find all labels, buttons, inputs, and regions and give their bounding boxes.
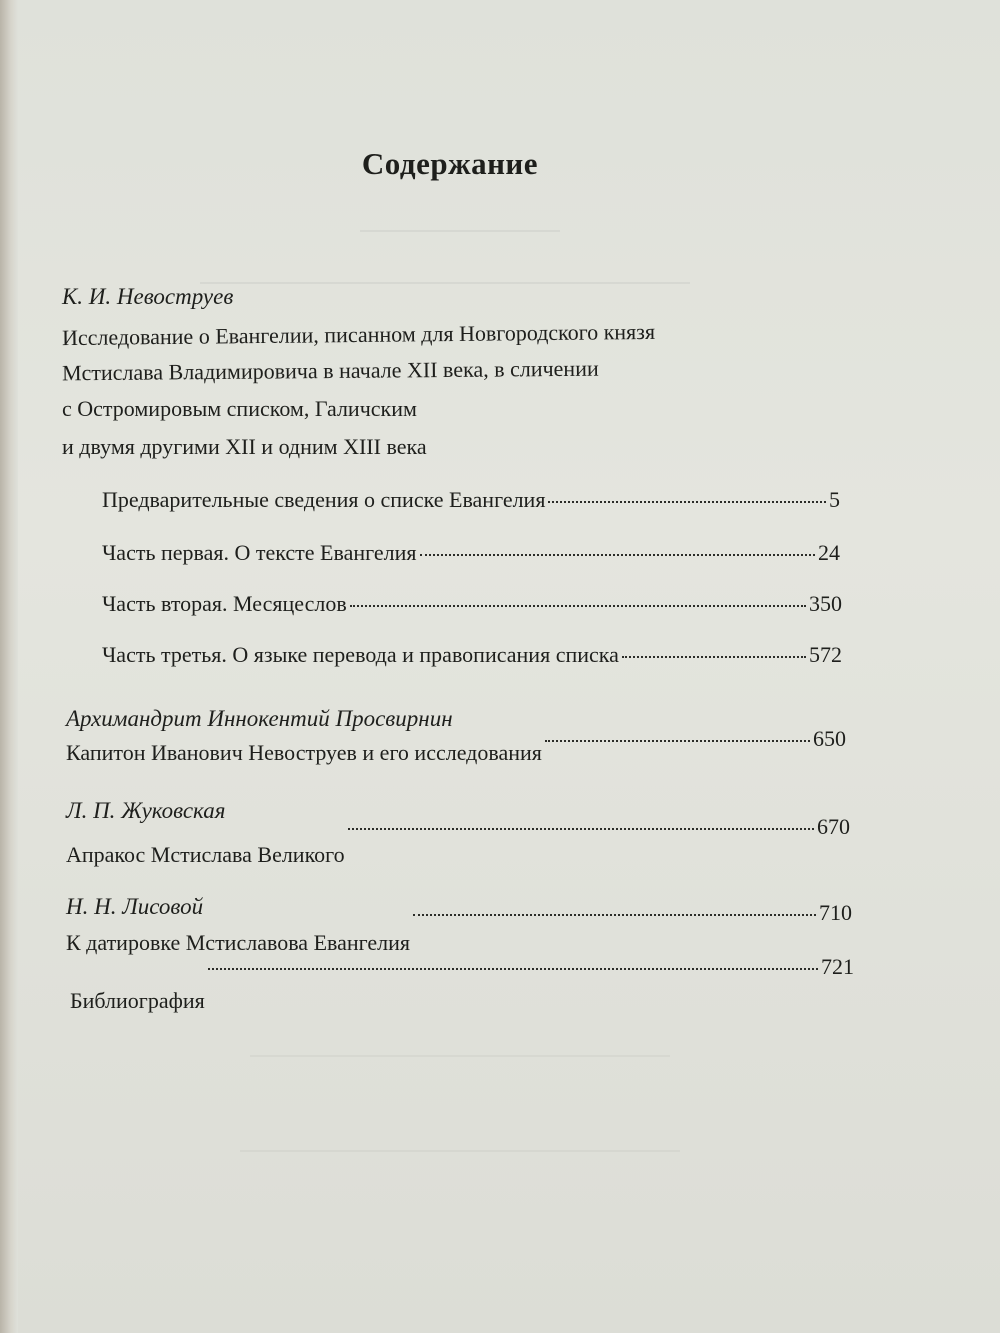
show-through-texture	[200, 262, 690, 284]
toc-entry-label: Предварительные сведения о списке Евангелия	[102, 487, 546, 512]
work-title-line: Исследование о Евангелии, писанном для Новгородского князя	[61, 318, 656, 351]
author-nevostruev: К. И. Невоструев	[62, 284, 234, 309]
book-spine-edge	[0, 0, 18, 1333]
dot-leader	[348, 828, 814, 830]
toc-entry	[66, 814, 850, 867]
toc-entry-label: Часть третья. О языке перевода и правописания списка	[102, 642, 619, 667]
show-through-texture	[360, 210, 560, 232]
toc-entry-page: 24	[818, 540, 840, 565]
work-title-line: и двумя другими XII и одним XIII века	[62, 434, 427, 459]
show-through-texture	[250, 1035, 670, 1057]
toc-entry-page: 650	[813, 726, 846, 751]
toc-entry-label: Апракос Мстислава Великого	[66, 842, 345, 867]
dot-leader	[413, 914, 816, 916]
toc-entry-page: 670	[817, 814, 850, 839]
dot-leader	[420, 554, 816, 556]
toc-entry-page: 572	[809, 642, 842, 667]
dot-leader	[545, 740, 810, 742]
toc-entry-page: 5	[829, 487, 840, 512]
page-title: Содержание	[361, 146, 539, 181]
dot-leader	[622, 656, 806, 658]
work-title-line: с Остромировым списком, Галичским	[62, 396, 417, 421]
toc-entry-page: 710	[819, 900, 852, 925]
toc-entry-page: 350	[809, 591, 842, 616]
toc-entry-page: 721	[821, 954, 854, 979]
toc-entry-label: Капитон Иванович Невоструев и его исследования	[66, 740, 542, 765]
author-lisovoy: Н. Н. Лисовой	[66, 894, 204, 919]
toc-entry	[70, 954, 854, 1013]
show-through-texture	[240, 1130, 680, 1152]
toc-entry	[66, 900, 852, 955]
toc-entry-label: Часть вторая. Месяцеслов	[102, 591, 347, 616]
dot-leader	[208, 968, 818, 970]
toc-entry-label: Часть первая. О тексте Евангелия	[102, 540, 417, 565]
toc-entry	[66, 726, 846, 765]
author-zhukovskaya: Л. П. Жуковская	[66, 798, 226, 823]
toc-entry-label: Библиография	[70, 988, 205, 1013]
toc-entry-label: К датировке Мстиславова Евангелия	[66, 930, 411, 955]
dot-leader	[350, 605, 806, 607]
toc-entry	[102, 487, 840, 513]
work-title-line: Мстислава Владимировича в начале XII века, в сличении	[61, 355, 599, 386]
toc-entry	[102, 591, 842, 617]
dot-leader	[548, 501, 826, 503]
toc-entry	[102, 540, 840, 566]
toc-entry	[102, 642, 842, 668]
author-innokentiy: Архимандрит Иннокентий Просвирнин	[66, 706, 453, 731]
